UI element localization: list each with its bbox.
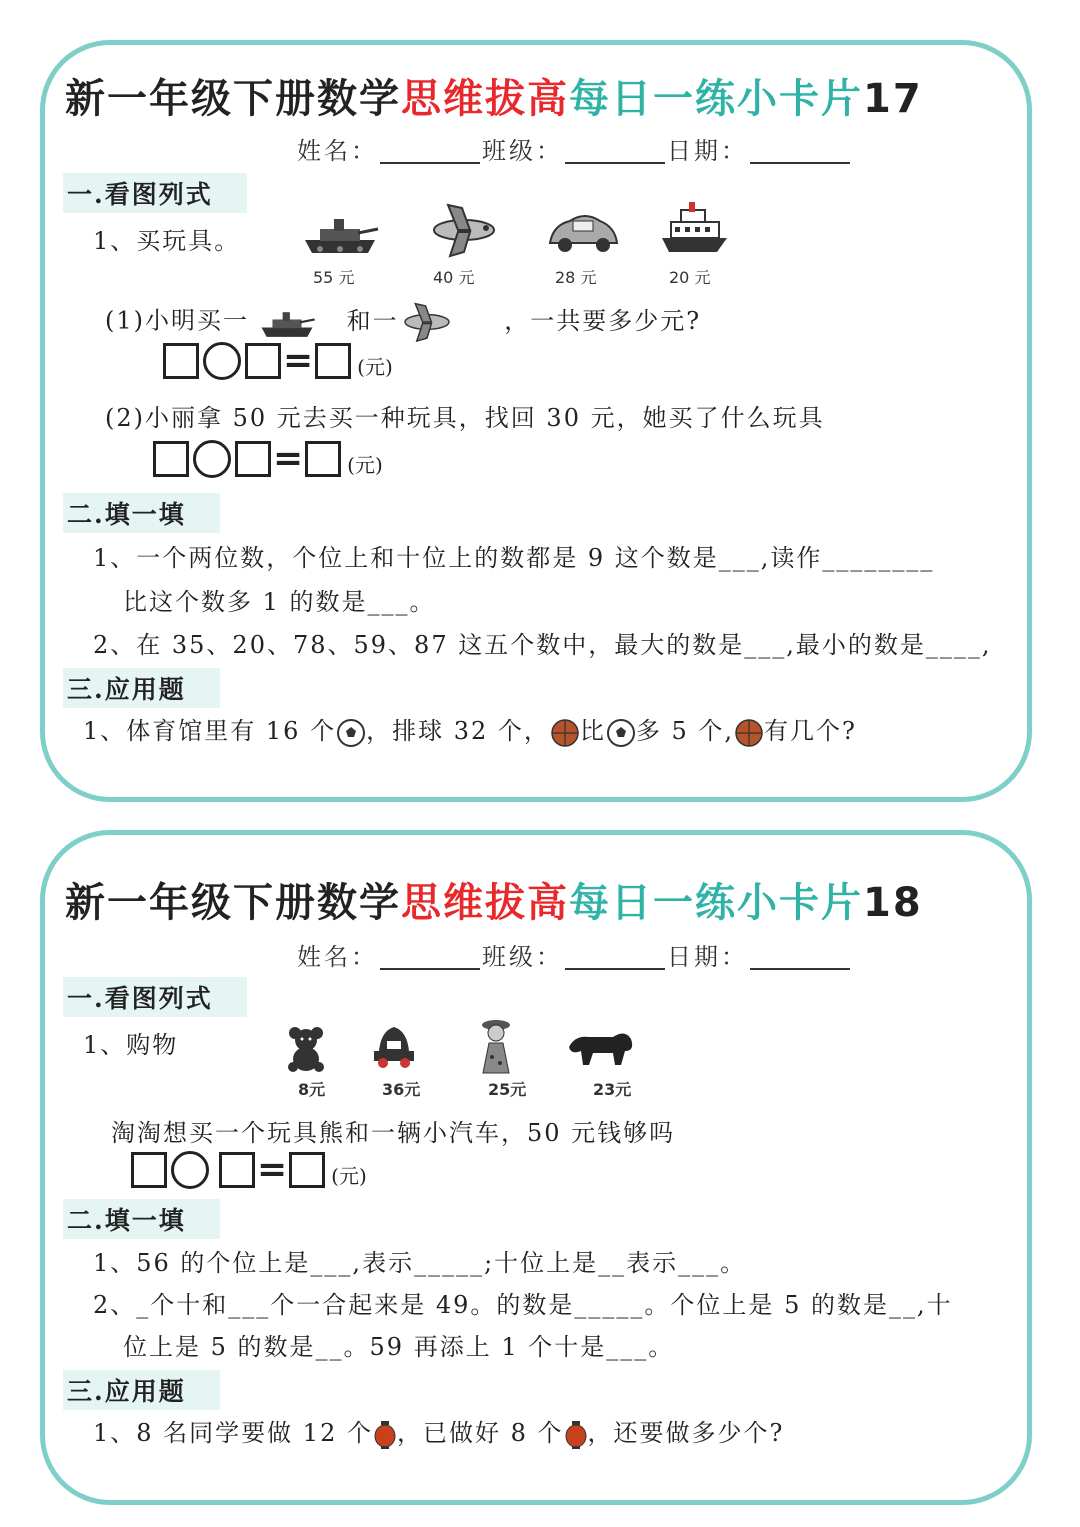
word-problem-1 [83,711,857,748]
fill-question-2-line-2: 位上是 5 的数是__。59 再添上 1 个十是___。 [123,1333,675,1361]
title-part-daily: 每日一练小卡片 [569,879,863,926]
title-part-grade: 新一年级下册数学 [65,75,401,122]
equation-2 [153,440,383,478]
answer-box[interactable] [235,441,271,477]
class-label: 班级： [482,943,563,971]
section-heading-word-problems: 三.应用题 [63,668,220,708]
basketball-icon [734,718,764,748]
fill-question-1-line-1: 1、一个两位数，个位上和十位上的数都是 9 这个数是___,读作________ [93,544,935,572]
unit-label: (元) [331,1164,367,1188]
date-blank[interactable] [750,142,850,164]
lantern-icon [564,1420,588,1450]
answer-box[interactable] [305,441,341,477]
answer-box[interactable] [219,1152,255,1188]
title-part-daily: 每日一练小卡片 [569,75,863,122]
student-info-row [297,131,852,166]
section-heading-fill-in: 二.填一填 [63,493,220,533]
student-info-row [297,937,852,972]
soccer-ball-icon [606,718,636,748]
price-toy-dog: 23元 [593,1080,632,1099]
wp-text-a: 1、体育馆里有 16 个 [83,717,337,745]
question-intro: 1、买玩具。 [93,227,241,255]
fill-question-2: 2、在 35、20、78、59、87 这五个数中，最大的数是___,最小的数是____, [93,631,992,659]
card-title [65,871,923,928]
class-blank[interactable] [565,142,665,164]
equation-1 [163,342,393,380]
fill-question-1: 1、56 的个位上是___,表示_____;十位上是__表示___。 [93,1249,747,1277]
worksheet-card-17 [40,40,1032,802]
card-number: 17 [863,76,923,122]
teddy-bear-icon [285,1025,327,1073]
answer-box[interactable] [153,441,189,477]
q1-1-text-c: ，一共要多少元? [504,306,702,335]
question-1-text: 淘淘想买一个玩具熊和一辆小汽车，50 元钱够吗 [111,1119,676,1147]
toy-dog-icon [565,1025,637,1071]
title-part-thinking: 思维拔高 [401,75,569,122]
equals-sign: = [283,340,314,381]
word-problem-1 [93,1413,784,1450]
title-part-thinking: 思维拔高 [401,879,569,926]
wp-text-c: 比 [579,717,606,745]
price-teddy-bear: 8元 [298,1080,326,1099]
section-heading-picture-equation: 一.看图列式 [63,977,247,1017]
price-tank: 55 元 [313,268,355,287]
date-label: 日期： [667,137,748,165]
unit-label: (元) [347,453,383,477]
card-title [65,67,923,124]
lantern-icon [373,1420,397,1450]
q1-1-text-a: (1)小明买一 [105,306,249,335]
question-intro: 1、购物 [83,1031,179,1059]
question-1-2: (2)小丽拿 50 元去买一种玩具，找回 30 元，她买了什么玩具 [105,404,825,432]
ship-icon [657,200,732,260]
equals-sign: = [257,1149,288,1190]
class-blank[interactable] [565,948,665,970]
wp-text-e: 有几个? [764,717,857,745]
price-doll: 25元 [488,1080,527,1099]
fill-question-1-line-2: 比这个数多 1 的数是___。 [123,588,436,616]
operator-circle[interactable] [193,440,231,478]
date-blank[interactable] [750,948,850,970]
toy-car-icon [371,1021,417,1073]
price-toy-car: 36元 [382,1080,421,1099]
fill-question-2-line-1: 2、_个十和___个一合起来是 49。的数是_____。个位上是 5 的数是__,十 [93,1291,953,1319]
question-1-1 [105,300,701,344]
unit-label: (元) [357,355,393,379]
answer-box[interactable] [289,1152,325,1188]
answer-box[interactable] [163,343,199,379]
section-heading-picture-equation: 一.看图列式 [63,173,247,213]
operator-circle[interactable] [171,1151,209,1189]
wp-text-c: ，还要做多少个? [587,1419,785,1447]
equals-sign: = [273,438,304,479]
q1-1-text-b: 和一 [346,306,399,335]
operator-circle[interactable] [203,342,241,380]
answer-box[interactable] [131,1152,167,1188]
name-label: 姓名： [297,137,378,165]
answer-box[interactable] [245,343,281,379]
equation-1 [131,1151,367,1189]
wp-text-d: 多 5 个, [635,717,735,745]
soccer-ball-icon [336,718,366,748]
tank-icon [249,302,325,342]
wp-text-b: ，已做好 8 个 [396,1419,564,1447]
price-ship: 20 元 [669,268,711,287]
section-heading-fill-in: 二.填一填 [63,1199,220,1239]
airplane-icon [399,300,455,344]
name-blank[interactable] [380,948,480,970]
answer-box[interactable] [315,343,351,379]
section-heading-word-problems: 三.应用题 [63,1370,220,1410]
date-label: 日期： [667,943,748,971]
doll-icon [475,1017,517,1075]
basketball-icon [550,718,580,748]
tank-icon [300,205,380,260]
airplane-icon [428,200,500,260]
price-car: 28 元 [555,268,597,287]
worksheet-card-18 [40,830,1032,1505]
wp-text-a: 1、8 名同学要做 12 个 [93,1419,373,1447]
title-part-grade: 新一年级下册数学 [65,879,401,926]
wp-text-b: ，排球 32 个， [366,717,550,745]
name-label: 姓名： [297,943,378,971]
price-airplane: 40 元 [433,268,475,287]
car-icon [545,205,620,260]
class-label: 班级： [482,137,563,165]
name-blank[interactable] [380,142,480,164]
card-number: 18 [863,880,923,926]
